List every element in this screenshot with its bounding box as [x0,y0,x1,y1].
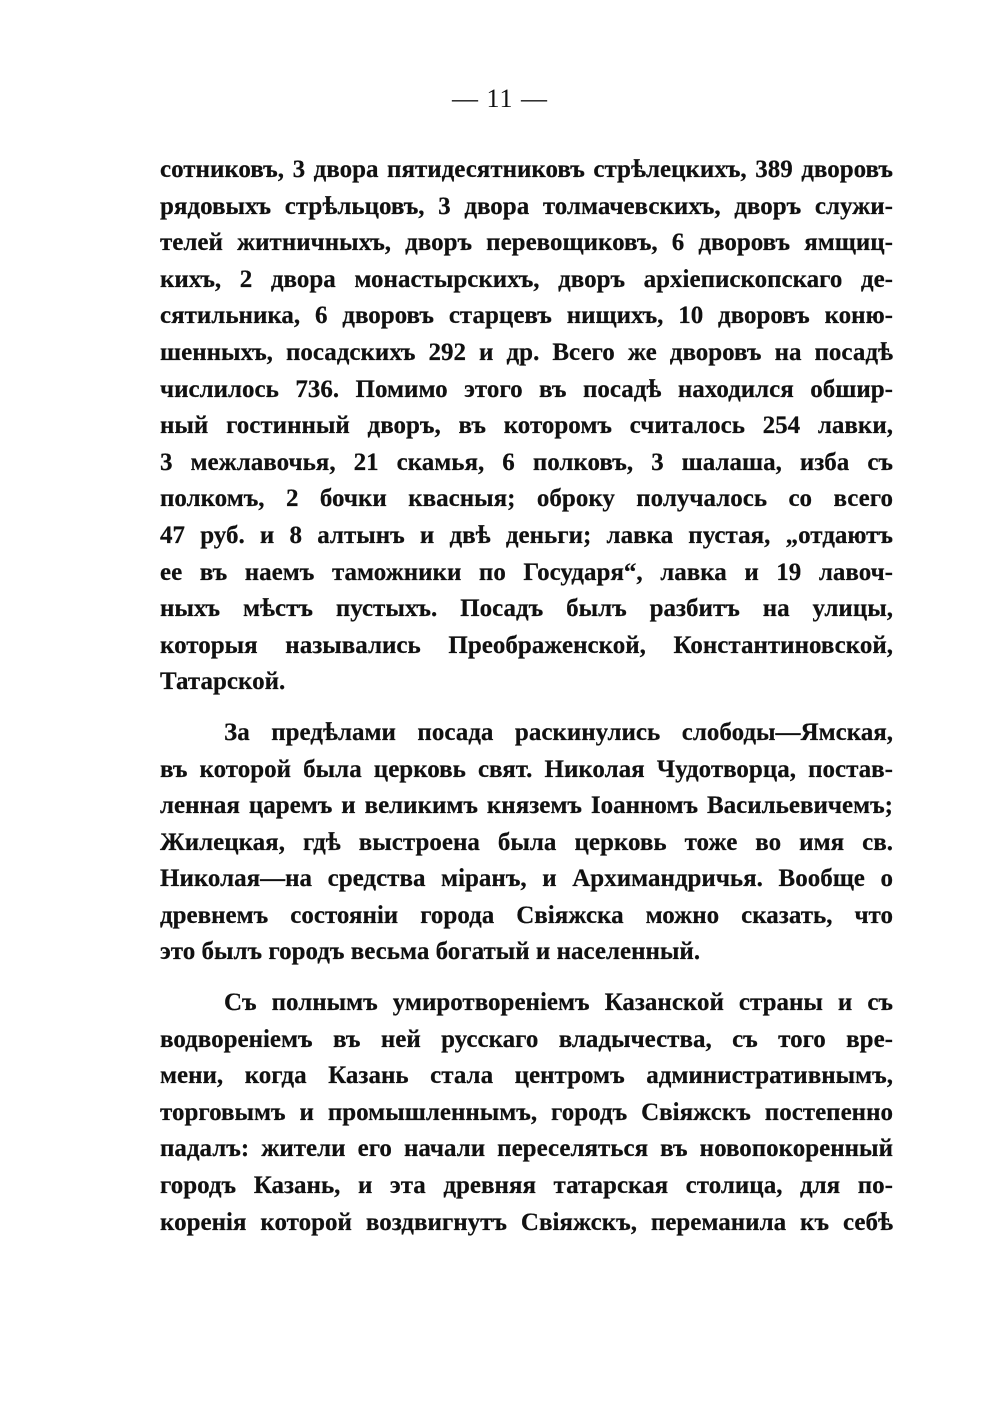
text-line: мени, когда Казань стала центромъ административнымъ, [160,1062,893,1090]
paragraph [160,985,893,1241]
text-line: это былъ городъ весьма богатый и населенный. [160,938,701,966]
paragraph [160,715,893,971]
text-line: водвореніемъ въ ней русскаго владычества, съ того вре- [160,1025,893,1053]
text-line: Татарской. [160,668,286,696]
text-line: телей житничныхъ, дворъ перевощиковъ, 6 дворовъ ямщиц- [160,229,893,257]
text-line: городъ Казань, и эта древняя татарская столица, для по- [160,1172,893,1200]
text-line: рядовыхъ стрѣльцовъ, 3 двора толмачевскихъ, дворъ служи- [160,192,893,220]
text-line: ленная царемъ и великимъ княземъ Іоанномъ Васильевичемъ; [160,792,893,820]
text-line: полкомъ, 2 бочки квасныя; оброку получалось со всего [160,485,893,513]
text-line: 3 межлавочья, 21 скамья, 6 полковъ, 3 шалаша, изба съ [160,448,893,476]
text-line: 47 руб. и 8 алтынъ и двѣ деньги; лавка пустая, „отдаютъ [160,521,893,549]
text-line: Николая—на средства міранъ, и Архимандричья. Вообще о [160,865,893,893]
paragraph [160,152,893,701]
text-line: древнемъ состояніи города Свіяжска можно сказать, что [160,901,893,929]
text-line: кихъ, 2 двора монастырскихъ, дворъ архіепископскаго де- [160,265,893,293]
text-line: ныхъ мѣстъ пустыхъ. Посадъ былъ разбитъ на улицы, [160,595,893,623]
text-line: Жилецкая, гдѣ выстроена была церковь тоже во имя св. [160,828,893,856]
text-line: Съ полнымъ умиротвореніемъ Казанской страны и съ [224,989,893,1017]
text-line: сятильника, 6 дворовъ старцевъ нищихъ, 10 дворовъ коню- [160,302,893,330]
text-line: коренія которой воздвигнутъ Свіяжскъ, переманила къ себѣ [160,1208,893,1236]
text-body [160,152,893,1255]
page-number: — 11 — [451,84,549,113]
text-line: сотниковъ, 3 двора пятидесятниковъ стрѣлецкихъ, 389 дворовъ [160,156,893,183]
text-line: въ которой была церковь свят. Николая Чудотворца, постав- [160,755,893,783]
text-line: ее въ наемъ таможники по Государя“, лавка и 19 лавоч- [160,558,893,586]
text-line: торговымъ и промышленнымъ, городъ Свіяжскъ постепенно [160,1098,893,1126]
text-line: которыя назывались Преображенской, Константиновской, [160,631,893,659]
text-line: числилось 736. Помимо этого въ посадѣ находился обшир- [160,375,893,403]
text-line: шенныхъ, посадскихъ 292 и др. Всего же дворовъ на посадѣ [160,338,893,366]
text-line: За предѣлами посада раскинулись слободы—Ямская, [224,718,893,746]
text-line: падалъ: жители его начали переселяться въ новопокоренный [160,1135,893,1163]
text-line: ный гостинный дворъ, въ которомъ считалось 254 лавки, [160,412,893,440]
